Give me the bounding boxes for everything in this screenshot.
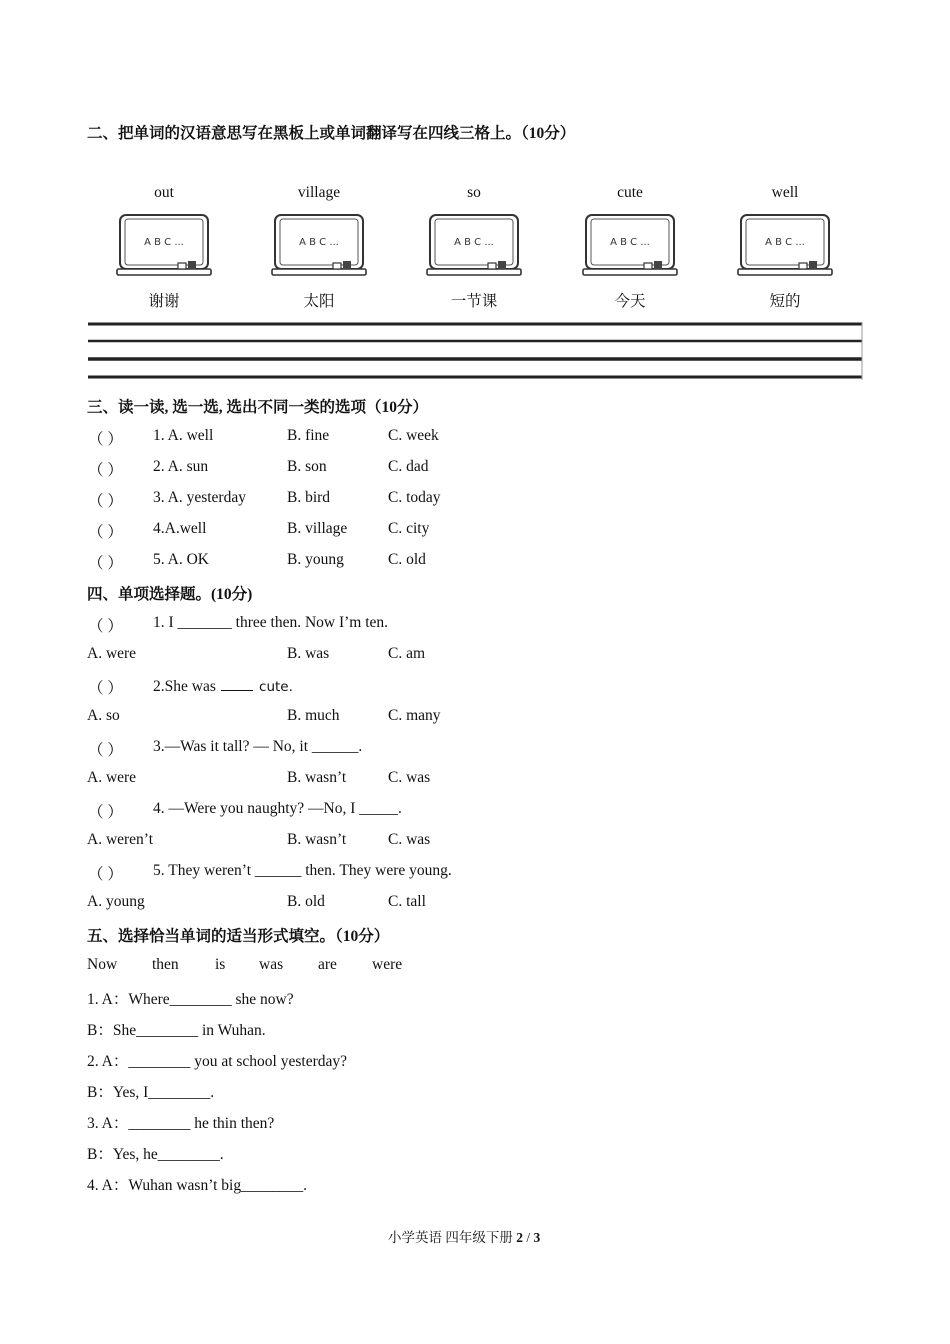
- board-text-2: A B C ...: [299, 237, 339, 248]
- option-c: C. old: [388, 551, 426, 568]
- question-text: 3.—Was it tall? — No, it ______.: [153, 738, 363, 755]
- answer-bracket[interactable]: （ ）: [88, 524, 123, 541]
- option-b: B. much: [287, 707, 340, 724]
- fill-line[interactable]: 4. A：Wuhan wasn’t big________.: [87, 1177, 307, 1194]
- board-word-4: cute: [617, 184, 643, 201]
- footer-separator: /: [523, 1230, 534, 1245]
- footer-page-number: 2: [516, 1230, 523, 1245]
- option-b: B. wasn’t: [287, 769, 347, 786]
- blackboard-3[interactable]: [426, 213, 522, 279]
- option-a: A. were: [87, 645, 137, 662]
- option-c: C. today: [388, 489, 441, 506]
- answer-bracket[interactable]: （ ）: [88, 742, 123, 759]
- option-c: C. was: [388, 831, 431, 848]
- question-text: 5. A. OK: [153, 551, 209, 568]
- question-text: 1. A. well: [153, 427, 214, 444]
- question-text-start: 2.She was: [153, 678, 220, 695]
- question-text: 1. I _______ three then. Now I’m ten.: [153, 614, 389, 631]
- answer-bracket[interactable]: （ ）: [88, 555, 123, 572]
- fill-line[interactable]: 3. A：________ he thin then?: [87, 1115, 275, 1132]
- answer-bracket[interactable]: （ ）: [88, 462, 123, 479]
- option-a: A. so: [87, 707, 120, 724]
- section4-heading: 四、单项选择题。(10分): [87, 586, 253, 603]
- question-text: [153, 676, 293, 696]
- board-word-5: well: [771, 184, 799, 201]
- answer-bracket[interactable]: （ ）: [88, 493, 123, 510]
- board-text-3: A B C ...: [454, 237, 494, 248]
- board-chinese-5: 短的: [769, 293, 801, 310]
- board-text-5: A B C ...: [765, 237, 805, 248]
- fill-line[interactable]: 2. A：________ you at school yesterday?: [87, 1053, 348, 1070]
- board-text-1: A B C ...: [144, 237, 184, 248]
- footer-subject: 小学英语 四年级下册: [388, 1230, 513, 1245]
- question-text: 2. A. sun: [153, 458, 209, 475]
- section5-heading: 五、选择恰当单词的适当形式填空。（10分）: [87, 928, 390, 945]
- answer-bracket[interactable]: （ ）: [88, 680, 123, 697]
- answer-bracket[interactable]: （ ）: [88, 866, 123, 883]
- option-b: B. wasn’t: [287, 831, 347, 848]
- answer-blank[interactable]: [221, 676, 253, 691]
- question-text: 5. They weren’t ______ then. They were young.: [153, 862, 452, 879]
- blackboard-5[interactable]: [737, 213, 833, 279]
- word-bank-word: Now: [87, 956, 118, 973]
- board-chinese-2: 太阳: [303, 293, 335, 310]
- fill-line[interactable]: B：Yes, I________.: [87, 1084, 215, 1101]
- fill-line[interactable]: B：Yes, he________.: [87, 1146, 224, 1163]
- option-a: A. were: [87, 769, 137, 786]
- fill-line[interactable]: B：She________ in Wuhan.: [87, 1022, 266, 1039]
- question-text-end: cute.: [254, 679, 293, 695]
- board-word-3: so: [467, 184, 481, 201]
- answer-bracket[interactable]: （ ）: [88, 618, 123, 635]
- option-c: C. many: [388, 707, 441, 724]
- fill-line[interactable]: 1. A：Where________ she now?: [87, 991, 294, 1008]
- option-b: B. old: [287, 893, 325, 910]
- answer-bracket[interactable]: （ ）: [88, 804, 123, 821]
- blackboard-2[interactable]: [271, 213, 367, 279]
- footer-page-total: 3: [533, 1230, 541, 1245]
- word-bank-word: were: [372, 956, 403, 973]
- question-text: 4.A.well: [153, 520, 207, 537]
- answer-bracket[interactable]: （ ）: [88, 431, 123, 448]
- word-bank-word: then: [152, 956, 179, 973]
- option-b: B. village: [287, 520, 348, 537]
- board-text-4: A B C ...: [610, 237, 650, 248]
- option-c: C. am: [388, 645, 426, 662]
- option-a: A. weren’t: [87, 831, 153, 848]
- board-word-2: village: [297, 184, 341, 201]
- board-chinese-4: 今天: [614, 293, 646, 310]
- page-footer: [388, 1226, 540, 1246]
- option-b: B. was: [287, 645, 330, 662]
- option-c: C. tall: [388, 893, 426, 910]
- blackboard-1[interactable]: [116, 213, 212, 279]
- option-c: C. dad: [388, 458, 429, 475]
- question-text: 3. A. yesterday: [153, 489, 246, 506]
- board-chinese-3: 一节课: [450, 293, 498, 310]
- blackboard-4[interactable]: [582, 213, 678, 279]
- option-b: B. bird: [287, 489, 331, 506]
- option-b: B. fine: [287, 427, 330, 444]
- board-chinese-1: 谢谢: [148, 293, 180, 310]
- word-bank-word: are: [318, 956, 337, 973]
- option-c: C. city: [388, 520, 430, 537]
- section3-heading: 三、读一读, 选一选, 选出不同一类的选项（10分）: [87, 399, 429, 416]
- section2-heading: 二、把单词的汉语意思写在黑板上或单词翻译写在四线三格上。（10分）: [87, 125, 576, 142]
- board-word-1: out: [154, 184, 174, 201]
- option-c: C. was: [388, 769, 431, 786]
- word-bank-word: was: [259, 956, 284, 973]
- option-b: B. young: [287, 551, 344, 568]
- question-text: 4. —Were you naughty? —No, I _____.: [153, 800, 402, 817]
- word-bank-word: is: [215, 956, 226, 973]
- option-c: C. week: [388, 427, 439, 444]
- option-b: B. son: [287, 458, 327, 475]
- option-a: A. young: [87, 893, 145, 910]
- four-line-grid[interactable]: [88, 318, 864, 384]
